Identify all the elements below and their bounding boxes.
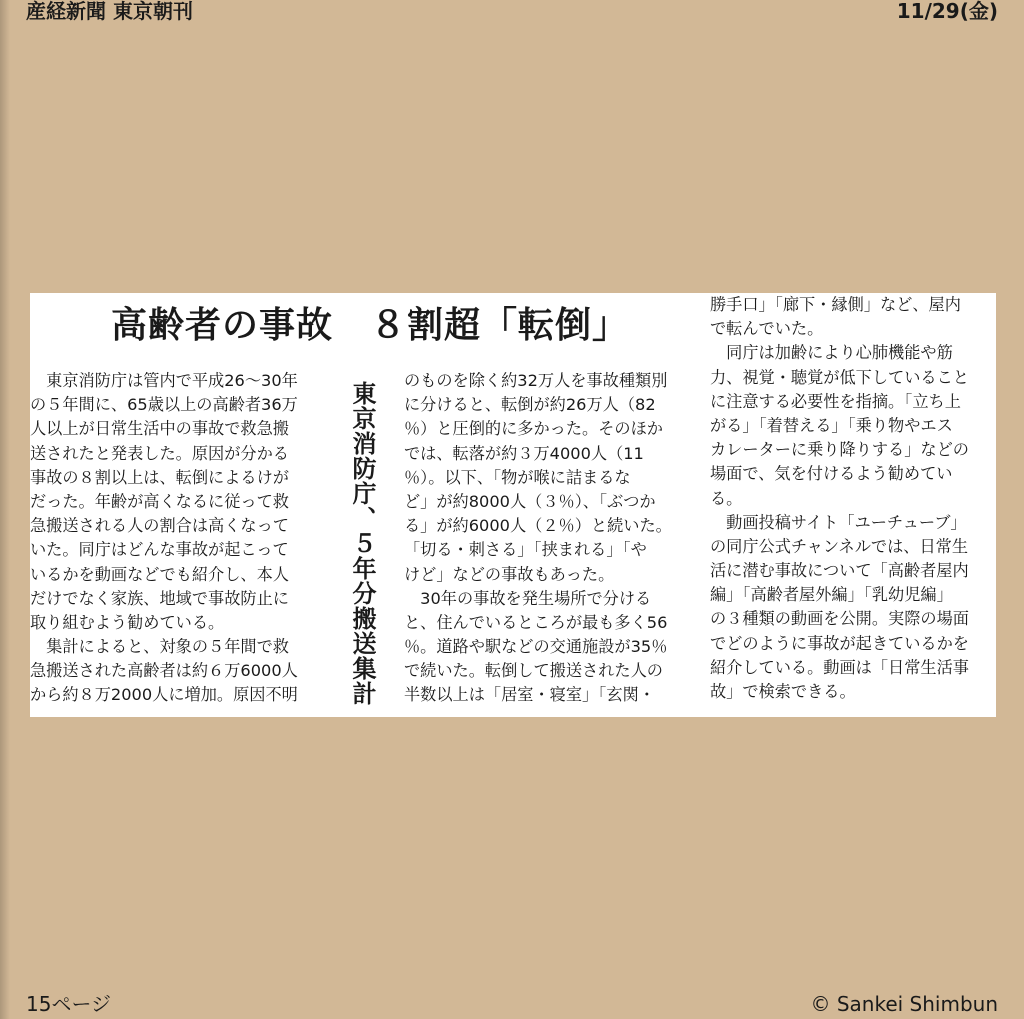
article-column-1 [30, 369, 322, 708]
article-line: 場面で、気を付けるよう勧めてい [710, 464, 953, 484]
article-line: 急搬送される人の割合は高くなって [30, 516, 289, 536]
article-line: に分けると、転倒が約26万人（82 [404, 395, 656, 415]
article-clipping [30, 293, 996, 717]
article-line: がる」「着替える」「乗り物やエス [710, 415, 953, 435]
article-headline: 高齢者の事故 ８割超「転倒」 [110, 304, 629, 346]
article-column-2 [404, 369, 696, 708]
article-line: 送されたと発表した。原因が分かる [30, 443, 289, 463]
article-line: 同庁は加齢により心肺機能や筋 [710, 343, 953, 363]
article-line: る。 [710, 488, 743, 508]
article-line: カレーターに乗り降りする」などの [710, 440, 969, 460]
article-line: 紹介している。動画は「日常生活事 [710, 657, 969, 677]
article-line: だった。年齢が高くなるに従って救 [30, 491, 289, 511]
article-line: ％）。以下、「物が喉に詰まるな [404, 467, 631, 487]
article-line: でどのように事故が起きているかを [710, 633, 969, 653]
article-line: 活に潜む事故について「高齢者屋内 [710, 561, 969, 581]
article-line: けど」などの事故もあった。 [404, 564, 615, 584]
article-line: 事故の８割以上は、転倒によるけが [30, 467, 289, 487]
article-line: から約８万2000人に増加。原因不明 [30, 685, 298, 705]
copyright-notice: © Sankei Shimbun [810, 992, 998, 1016]
article-line: 勝手口」「廊下・縁側」など、屋内 [710, 295, 961, 314]
article-line: る」が約6000人（２％）と続いた。 [404, 516, 672, 536]
article-line: 「切る・刺さる」「挟まれる」「や [404, 540, 647, 560]
article-column-3 [710, 293, 996, 704]
article-subheadline: 東京消防庁、５年分搬送集計 [348, 381, 376, 706]
article-line: 編」「高齢者屋外編」「乳幼児編」 [710, 585, 953, 605]
article-line: の３種類の動画を公開。実際の場面 [710, 609, 969, 629]
article-line: ％）と圧倒的に多かった。そのほか [404, 419, 663, 439]
article-line: に注意する必要性を指摘。「立ち上 [710, 391, 961, 411]
article-line: のものを除く約32万人を事故種類別 [404, 371, 668, 390]
article-line: 東京消防庁は管内で平成26〜30年 [30, 371, 298, 390]
article-line: で転んでいた。 [710, 319, 824, 339]
article-line: では、転落が約３万4000人（11 [404, 443, 644, 463]
article-line: 集計によると、対象の５年間で救 [30, 637, 289, 657]
article-line: 故」で検索できる。 [710, 682, 856, 701]
publication-name: 産経新聞 東京朝刊 [26, 0, 193, 23]
article-line: 急搬送された高齢者は約６万6000人 [30, 661, 298, 681]
article-line: 動画投稿サイト「ユーチューブ」 [710, 512, 967, 532]
article-line: いるかを動画などでも紹介し、本人 [30, 564, 289, 584]
article-line: 人以上が日常生活中の事故で救急搬 [30, 419, 289, 439]
article-line: と、住んでいるところが最も多く56 [404, 612, 668, 632]
article-line: ％。道路や駅などの交通施設が35％ [404, 637, 668, 657]
article-line: の同庁公式チャンネルでは、日常生 [710, 536, 969, 556]
article-line: で続いた。転倒して搬送された人の [404, 661, 663, 681]
article-line: 30年の事故を発生場所で分ける [404, 588, 652, 608]
page-number: 15ページ [26, 992, 112, 1016]
article-line: 取り組むよう勧めている。 [30, 612, 225, 632]
article-line: だけでなく家族、地域で事故防止に [30, 588, 289, 608]
article-line: いた。同庁はどんな事故が起こって [30, 540, 289, 560]
article-line: ど」が約8000人（３％）、「ぶつか [404, 491, 656, 511]
article-line: の５年間に、65歳以上の高齢者36万 [30, 395, 298, 415]
article-line: 力、視覚・聴覚が低下していること [710, 367, 969, 387]
publication-date: 11/29(金) [896, 0, 998, 23]
article-line: 半数以上は「居室・寝室」「玄関・ [404, 685, 655, 705]
